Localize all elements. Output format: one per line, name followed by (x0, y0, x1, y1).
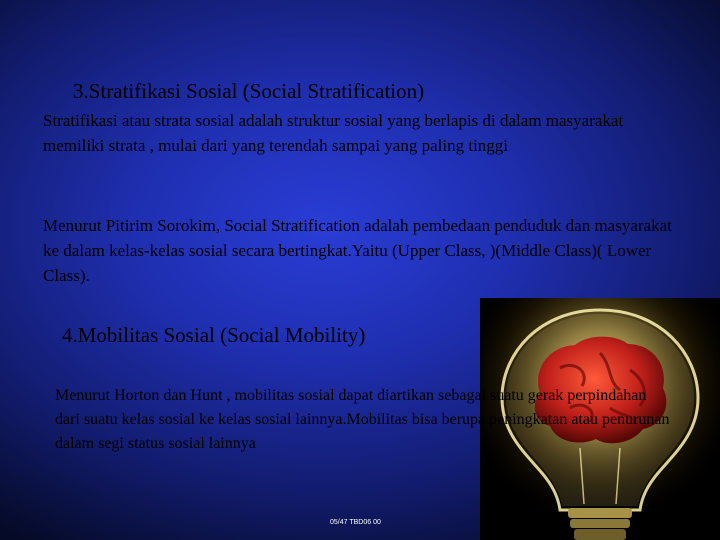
section3-paragraph-2: Menurut Pitirim Sorokim, Social Stratification adalah pembedaan penduduk dan masyarakat ke dalam kelas-kelas sosial secara bertingkat.Yaitu (Upper Class, )(Middle Class)( Lower Class). (43, 216, 672, 285)
section4-heading: 4.Mobilitas Sosial (Social Mobility) (62, 323, 366, 347)
section4-paragraph: Menurut Horton dan Hunt , mobilitas sosial dapat diartikan sebagai suatu gerak perpindahan dari suatu kelas sosial ke kelas sosial lainnya.Mobilitas bisa berupa peningkatan atau penurunan dalam segi status sosial lainnya (55, 387, 670, 452)
section3-heading: 3.Stratifikasi Sosial (Social Stratification) (73, 79, 425, 103)
section3-paragraph-1: Stratifikasi atau strata sosial adalah struktur sosial yang berlapis di dalam masyarakat memiliki strata , mulai dari yang terendah sampai yang paling tinggi (43, 111, 624, 155)
footer-code: 05/47 TBD06 00 (330, 519, 381, 526)
